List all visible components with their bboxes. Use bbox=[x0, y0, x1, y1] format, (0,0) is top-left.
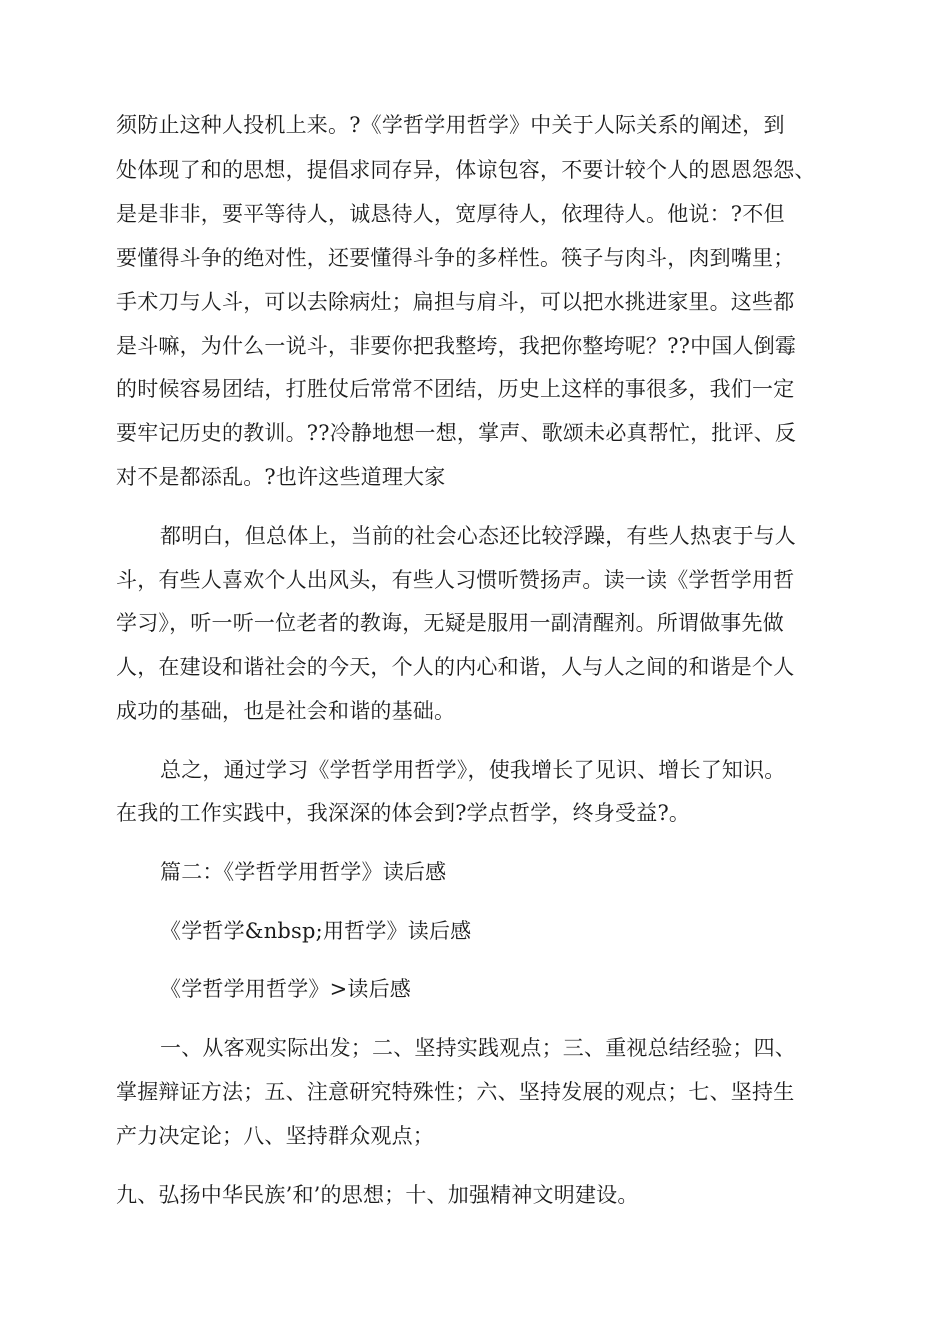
paragraph-1-line-7: 的时候容易团结，打胜仗后常常不团结，历史上这样的事很多，我们一定 bbox=[116, 377, 795, 401]
heading-title-variant-1: 《学哲学&nbsp;用哲学》读后感 bbox=[160, 919, 472, 943]
heading-part-two: 篇二：《学哲学用哲学》读后感 bbox=[160, 860, 447, 884]
paragraph-1-line-5: 手术刀与人斗，可以去除病灶；扁担与肩斗，可以把水挑进家里。这些都 bbox=[116, 290, 795, 314]
paragraph-1-line-4: 要懂得斗争的绝对性，还要懂得斗争的多样性。筷子与肉斗，肉到嘴里； bbox=[116, 246, 795, 270]
paragraph-4-line-3: 产力决定论；八、坚持群众观点； bbox=[116, 1124, 434, 1148]
paragraph-1-line-6: 是斗嘛，为什么一说斗，非要你把我整垮，我把你整垮呢？??中国人倒霉 bbox=[116, 334, 797, 358]
paragraph-2-line-2: 斗，有些人喜欢个人出风头，有些人习惯听赞扬声。读一读《学哲学用哲 bbox=[116, 568, 795, 592]
paragraph-4-line-2: 掌握辩证方法；五、注意研究特殊性；六、坚持发展的观点；七、坚持生 bbox=[116, 1080, 795, 1104]
paragraph-1-line-3: 是是非非，要平等待人，诚恳待人，宽厚待人，依理待人。他说：?不但 bbox=[116, 202, 785, 226]
paragraph-1-line-9: 对不是都添乱。?也许这些道理大家 bbox=[116, 465, 446, 489]
paragraph-4-line-1: 一、从客观实际出发；二、坚持实践观点；三、重视总结经验；四、 bbox=[160, 1036, 796, 1060]
paragraph-2-line-5: 成功的基础，也是社会和谐的基础。 bbox=[116, 699, 456, 723]
paragraph-1-line-8: 要牢记历史的教训。??冷静地想一想，掌声、歌颂未必真帮忙，批评、反 bbox=[116, 421, 797, 445]
paragraph-2-line-3: 学习》，听一听一位老者的教诲，无疑是服用一副清醒剂。所谓做事先做 bbox=[116, 611, 784, 635]
heading-title-variant-2: 《学哲学用哲学》>读后感 bbox=[160, 977, 411, 1001]
paragraph-1-line-2: 处体现了和的思想，提倡求同存异，体谅包容，不要计较个人的恩恩怨怨、 bbox=[116, 158, 816, 182]
paragraph-3-line-2: 在我的工作实践中，我深深的体会到?学点哲学，终身受益?。 bbox=[116, 801, 691, 825]
paragraph-2-line-1: 都明白，但总体上，当前的社会心态还比较浮躁，有些人热衷于与人 bbox=[160, 524, 796, 548]
paragraph-2-line-4: 人，在建设和谐社会的今天，个人的内心和谐，人与人之间的和谐是个人 bbox=[116, 655, 795, 679]
paragraph-3-line-1: 总之，通过学习《学哲学用哲学》，使我增长了见识、增长了知识。 bbox=[160, 758, 786, 782]
paragraph-1-line-1: 须防止这种人投机上来。?《学哲学用哲学》中关于人际关系的阐述，到 bbox=[116, 113, 785, 137]
paragraph-5: 九、弘扬中华民族’和’的思想；十、加强精神文明建设。 bbox=[116, 1183, 639, 1207]
